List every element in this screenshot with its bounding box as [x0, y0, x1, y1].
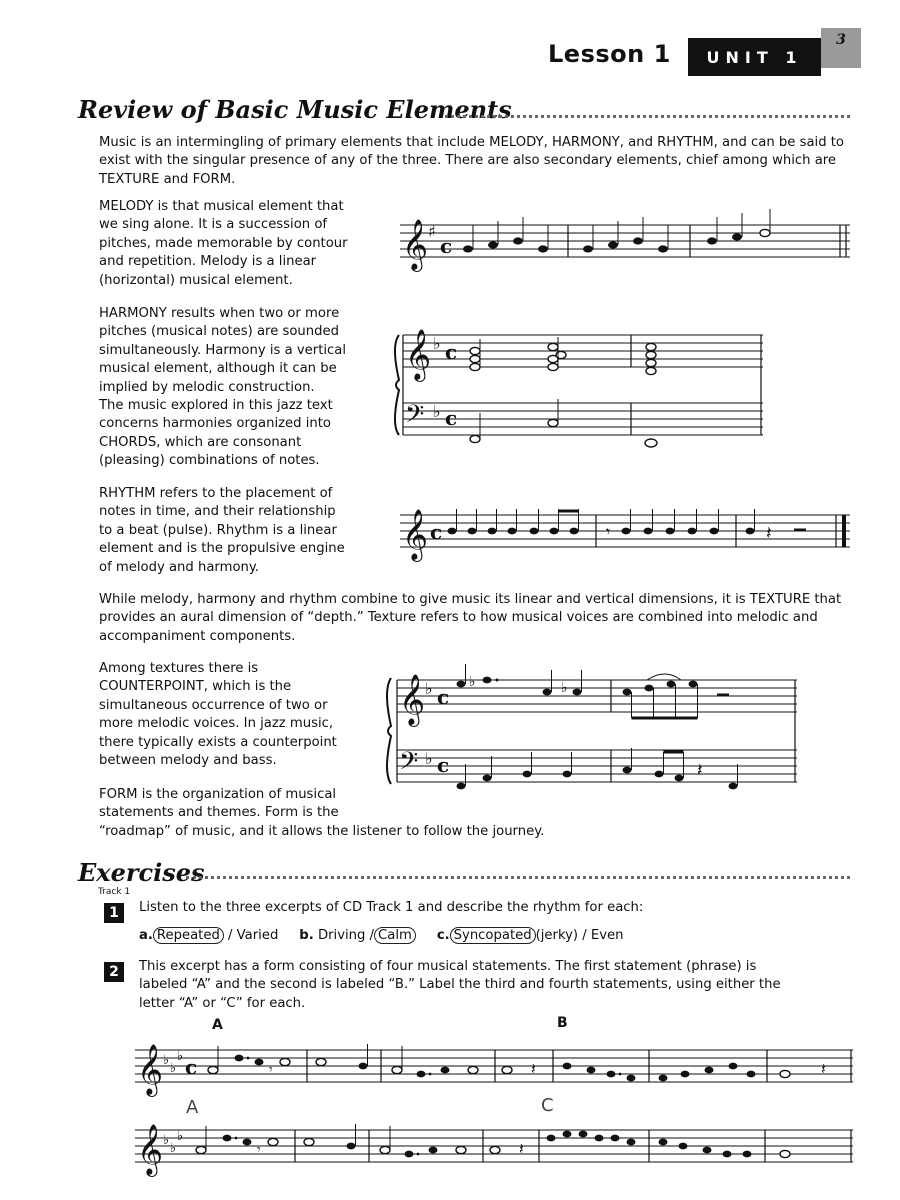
treble-clef-icon: 𝄞 [402, 509, 429, 560]
form-paragraph [99, 786, 851, 841]
treble-clef-icon: 𝄞 [399, 674, 426, 725]
text-line: “roadmap” of music, and it allows the listener to follow the journey. [99, 823, 545, 839]
svg-text:♭: ♭ [433, 334, 441, 353]
text-line: element and is the propulsive engine [99, 541, 345, 557]
circled-answer-a: Repeated [153, 927, 224, 944]
texture-paragraph: While melody, harmony and rhythm combine to give music its linear and vertical dimensions, it is TEXTURE that provides an aural dimension of “depth.” Texture refers to how musical voices are combined into melodic and accompaniment components. [99, 592, 842, 644]
svg-text:c: c [445, 406, 458, 430]
treble-clef-icon: 𝄞 [402, 219, 429, 270]
text-line: MELODY is that musical element that [99, 199, 344, 214]
exercise-1-answers [139, 927, 859, 945]
text-line: and repetition. Melody is a linear [99, 254, 317, 270]
form-staff-2 [135, 1110, 855, 1180]
svg-text:𝄾: 𝄾 [606, 522, 611, 541]
lesson-title: Lesson 1 [548, 40, 671, 68]
answer-a-label: a. [139, 928, 153, 943]
svg-text:c: c [437, 753, 450, 777]
counterpoint-grand-staff [385, 668, 805, 798]
text-line: labeled “A” and the second is labeled “B.” Label the third and fourth statements, using either the [139, 977, 781, 993]
text-line: (pleasing) combinations of notes. [99, 453, 320, 469]
text-line: between melody and bass. [99, 753, 277, 769]
svg-text:𝄽: 𝄽 [766, 523, 772, 544]
circled-answer-c: Syncopated [450, 927, 536, 944]
text-line: simultaneously. Harmony is a vertical [99, 342, 347, 358]
treble-clef-icon: 𝄞 [137, 1044, 164, 1095]
text-line: musical element, although it can be [99, 361, 337, 377]
handwritten-answer-c: C [541, 1095, 554, 1116]
text-line: pitches (musical notes) are sounded [99, 324, 340, 340]
text-line: Among textures there is [99, 661, 259, 676]
svg-text:𝄾: 𝄾 [269, 1062, 273, 1078]
melody-paragraph [99, 198, 389, 290]
review-heading: Review of Basic Music Elements [78, 95, 512, 124]
svg-text:♭: ♭ [177, 1049, 184, 1064]
text-line: simultaneous occurrence of two or [99, 697, 328, 713]
melody-notes [463, 217, 548, 253]
text-line: we sing alone. It is a succession of [99, 217, 328, 233]
text-line: This excerpt has a form consisting of four musical statements. The first statement (phrase) is [139, 959, 757, 974]
exercise-2-number: 2 [104, 962, 124, 982]
text-line: pitches, made memorable by contour [99, 235, 348, 251]
svg-text:𝄽: 𝄽 [697, 760, 703, 781]
text-line: COUNTERPOINT, which is the [99, 679, 292, 695]
bass-clef-icon: 𝄢 [399, 747, 419, 782]
svg-text:♭: ♭ [163, 1133, 170, 1148]
exercise-2-prompt [139, 958, 859, 1013]
harmony-paragraph [99, 305, 389, 471]
intro-paragraph: Music is an intermingling of primary elements that include MELODY, HARMONY, and RHYTHM, and can be said to exist with the singular presence of any of the three. There are also secondary elements, chief among which are TEXTURE and FORM. [99, 135, 844, 187]
text-line: of melody and harmony. [99, 559, 259, 575]
svg-text:c: c [440, 234, 453, 258]
counterpoint-paragraph [99, 660, 389, 770]
answer-a-rest: / Varied [228, 928, 279, 943]
text-line: RHYTHM refers to the placement of [99, 486, 333, 501]
text-line: to a beat (pulse). Rhythm is a linear [99, 522, 337, 538]
svg-text:𝄾: 𝄾 [257, 1142, 261, 1158]
treble-clef-icon: 𝄞 [137, 1124, 164, 1175]
text-line: statements and themes. Form is the [99, 805, 339, 821]
svg-text:♯: ♯ [428, 222, 436, 241]
rhythm-staff [400, 495, 860, 565]
exercise-1-number: 1 [104, 903, 124, 923]
treble-clef-icon: 𝄞 [405, 329, 432, 380]
text-line: notes in time, and their relationship [99, 504, 336, 520]
svg-text:c: c [430, 520, 443, 544]
svg-text:♭: ♭ [425, 679, 433, 698]
exercise-1-prompt: Listen to the three excerpts of CD Track 1 and describe the rhythm for each: [139, 900, 644, 915]
unit-badge: UNIT 1 [688, 38, 821, 76]
form-staff-1 [135, 1030, 855, 1100]
svg-text:𝄽: 𝄽 [821, 1059, 826, 1078]
svg-text:𝄽: 𝄽 [519, 1139, 524, 1158]
phrase-label-b: B [557, 1015, 568, 1031]
handwritten-answer-a: A [186, 1097, 199, 1118]
svg-text:♭: ♭ [561, 680, 568, 696]
svg-text:𝄽: 𝄽 [531, 1059, 536, 1078]
text-line: CHORDS, which are consonant [99, 434, 302, 450]
exercises-heading: Exercises [78, 858, 205, 887]
text-line: there typically exists a counterpoint [99, 734, 337, 750]
text-line: concerns harmonies organized into [99, 416, 331, 432]
text-line: letter “A” or “C” for each. [139, 995, 306, 1011]
rhythm-paragraph [99, 485, 389, 577]
svg-text:c: c [185, 1055, 198, 1079]
text-line: more melodic voices. In jazz music, [99, 716, 334, 732]
answer-b-text: Driving / [317, 928, 375, 943]
answer-b-label: b. [299, 928, 314, 943]
answer-c-label: c. [436, 928, 450, 943]
answer-c-rest: (jerky) / Even [535, 928, 624, 943]
svg-text:♭: ♭ [425, 749, 433, 768]
text-line: The music explored in this jazz text [99, 398, 333, 414]
text-line: implied by melodic construction. [99, 379, 315, 395]
bass-clef-icon: 𝄢 [405, 400, 425, 435]
track-label: Track 1 [98, 887, 131, 897]
heading-rule [186, 876, 850, 879]
svg-text:c: c [445, 340, 458, 364]
svg-text:♭: ♭ [170, 1141, 177, 1156]
svg-text:♭: ♭ [170, 1061, 177, 1076]
svg-text:♭: ♭ [177, 1129, 184, 1144]
svg-text:♭: ♭ [433, 402, 441, 421]
page-number: 3 [821, 28, 861, 68]
circled-answer-b: Calm [374, 927, 416, 944]
text-line: (horizontal) musical element. [99, 272, 293, 288]
svg-text:♭: ♭ [163, 1053, 170, 1068]
text-line: HARMONY results when two or more [99, 306, 340, 321]
text-line: FORM is the organization of musical [99, 787, 337, 802]
phrase-label-a: A [212, 1017, 223, 1033]
svg-text:c: c [437, 685, 450, 709]
svg-text:♭: ♭ [469, 674, 476, 690]
heading-rule [445, 115, 850, 118]
harmony-grand-staff [393, 325, 773, 445]
melody-staff [400, 205, 860, 275]
